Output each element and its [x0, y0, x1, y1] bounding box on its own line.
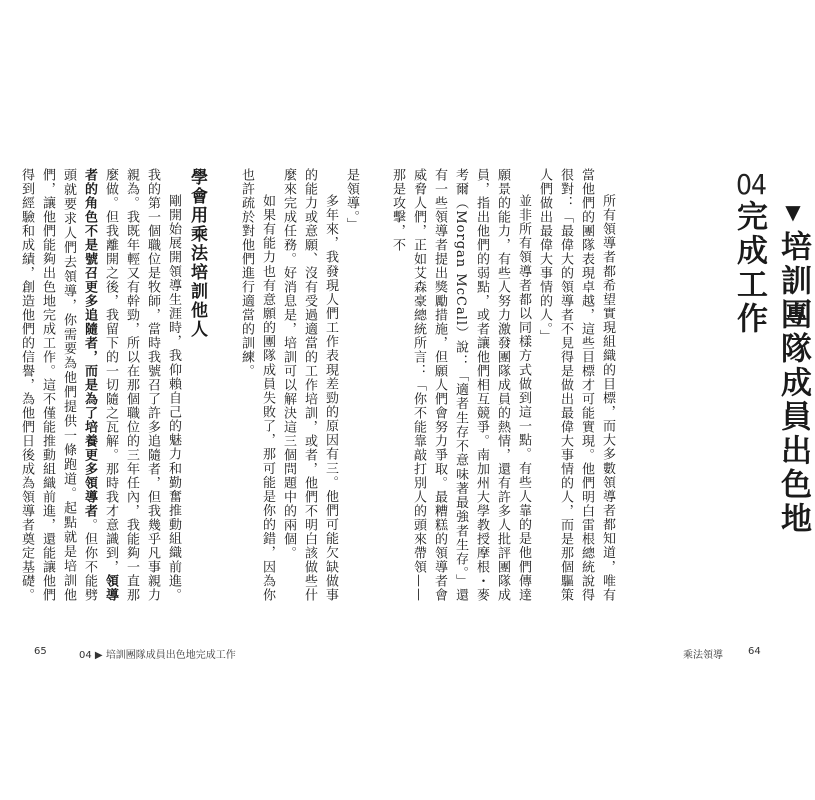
- paragraph: 是領導。」: [344, 168, 359, 232]
- footer-chapter-number: 04: [79, 650, 92, 661]
- paragraph: 並非所有領導者都以同樣方式做到這一點。有些人靠的是他們傳達願景的能力，有些人努力激發團隊成員的熱情，還有許多人批評團隊成員，指出他們的弱點，或者讓他們相互競爭。南加州大學教授摩根・麥考爾（Morgan McCall）說：「適者生存不意味著最強者生存。」還有一些領導者提出獎勵措施，但願人們會努力爭取。最糟糕的領導者會威脅人們，正如艾森豪總統所言：「你不能靠敲打別人的頭來帶領——那是攻擊，不: [390, 168, 531, 602]
- running-footer: [79, 646, 236, 661]
- bold-emphasis: 領導者的角色不是號召更多追隨者，而是為了培養更多領導者: [82, 168, 118, 602]
- chapter-number: 04: [735, 168, 767, 201]
- paragraph: 如果有能力也有意願的團隊成員失敗了，那可能是你的錯，因為你也許疏於對他們進行適當的訓練。: [239, 168, 275, 602]
- footer-chapter-title: 培訓團隊成員出色地完成工作: [105, 650, 236, 661]
- left-page: [0, 0, 400, 800]
- paragraph: 所有領導者都希望實現組織的目標，而大多數領導者都知道，唯有當他們的團隊表現卓越，這些目標才可能實現。他們明白雷根總統說得很對：「最偉大的領導者不見得是做出最偉大事情的人，而是那個驅策人們做出最偉大事情的人。」: [537, 168, 615, 602]
- paragraph: 多年來，我發現人們工作表現差勁的原因有三。他們可能欠缺做事的能力或意願、沒有受過適當的工作培訓，或者，他們不明白該做些什麼來完成任務。好消息是，培訓可以解決這三個問題中的兩個。: [281, 168, 338, 602]
- chapter-title: [727, 200, 815, 560]
- right-body: [390, 168, 618, 602]
- running-footer: [683, 646, 723, 661]
- section-heading: 學會用乘法培訓他人: [187, 168, 207, 339]
- paragraph-text: 剛開始展開領導生涯時，我仰賴自己的魅力和勤奮推動組織前進。我的第一個職位是牧師，當時我號召了許多追隨者，但我幾乎凡事親力親為。我既年輕又有幹勁，所以在那個職位的三年任內，我能夠一直那麼做。但我離開之後，我留下的一切隨之瓦解。那時我才意識到，: [103, 168, 181, 602]
- chapter-title-text: 培訓團隊成員出色地完成工作: [731, 200, 811, 536]
- paragraph: [16, 168, 184, 602]
- left-body-bottom: [19, 168, 184, 602]
- triangle-down-icon: ▼: [781, 200, 805, 224]
- page-number: 64: [748, 646, 761, 657]
- left-body-top: [236, 168, 362, 602]
- footer-book-title: 乘法領導: [683, 650, 723, 661]
- page-number: 65: [34, 646, 47, 657]
- paragraph-text: 。但你不能劈頭就要求人們去領導，你需要為他們提供一條跑道。起點就是培訓他們，讓他們能夠出色地完成工作。這不僅能推動組織前進，還能讓他們得到經驗和成績，創造他們的信譽，為他們日後成為領導者奠定基礎。: [19, 168, 97, 602]
- triangle-right-icon: ▶: [94, 650, 103, 661]
